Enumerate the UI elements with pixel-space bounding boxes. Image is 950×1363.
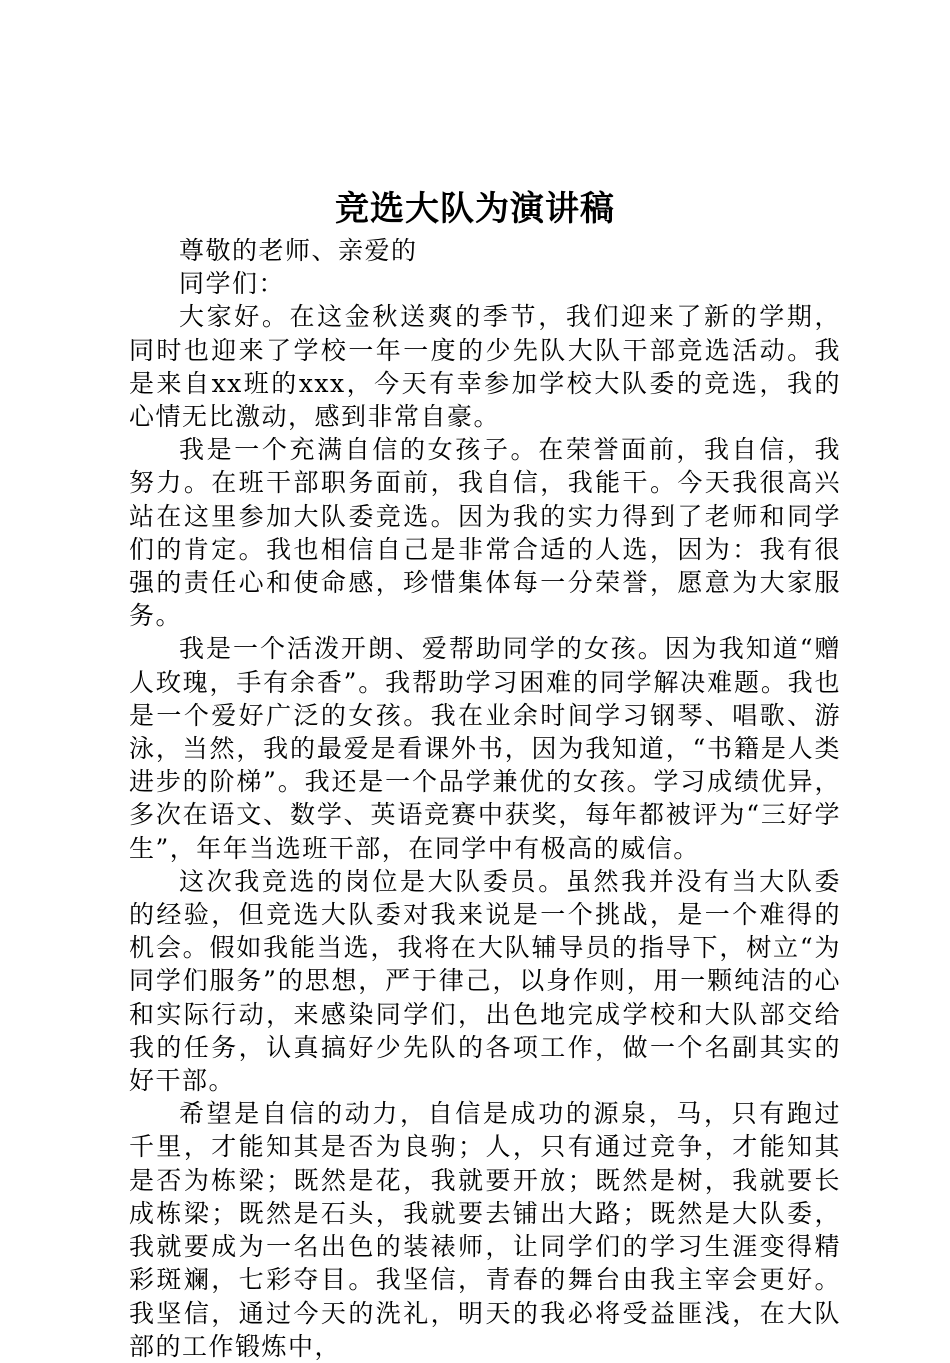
paragraph-3: 我是一个活泼开朗、爱帮助同学的女孩。因为我知道“赠人玫瑰，手有余香”。我帮助学习困难的同学解决难题。我也是一个爱好广泛的女孩。我在业余时间学习钢琴、唱歌、游泳，当然，我的最爱是看课外书，因为我知道，“书籍是人类进步的阶梯”。我还是一个品学兼优的女孩。学习成绩优异，多次在语文、数学、英语竞赛中获奖，每年都被评为“三好学生”，年年当选班干部，在同学中有极高的威信。 bbox=[129, 634, 841, 863]
document-title: 竞选大队为演讲稿 bbox=[335, 189, 615, 229]
salutation-line-1: 尊敬的老师、亲爱的 bbox=[179, 236, 418, 265]
paragraph-5: 希望是自信的动力，自信是成功的源泉，马，只有跑过千里，才能知其是否为良驹；人，只有通过竞争，才能知其是否为栋梁；既然是花，我就要开放；既然是树，我就要长成栋梁；既然是石头，我就要去铺出大路；既然是大队委，我就要成为一名出色的装裱师，让同学们的学习生涯变得精彩斑斓，七彩夺目。我坚信，青春的舞台由我主宰会更好。我坚信，通过今天的洗礼，明天的我必将受益匪浅，在大队部的工作锻炼中， bbox=[129, 1099, 841, 1361]
document-body bbox=[129, 234, 841, 1363]
salutation-line-2: 同学们： bbox=[179, 269, 286, 299]
paragraph-1: 大家好。在这金秋送爽的季节，我们迎来了新的学期，同时也迎来了学校一年一度的少先队大队干部竞选活动。我是来自xx班的xxx，今天有幸参加学校大队委的竞选，我的心情无比激动，感到非常自豪。 bbox=[129, 302, 841, 432]
paragraph-4: 这次我竞选的岗位是大队委员。虽然我并没有当大队委的经验，但竞选大队委对我来说是一个挑战，是一个难得的机会。假如我能当选，我将在大队辅导员的指导下，树立“为同学们服务”的思想，严于律己，以身作则，用一颗纯洁的心和实际行动，来感染同学们，出色地完成学校和大队部交给我的任务，认真搞好少先队的各项工作，做一个名副其实的好干部。 bbox=[129, 866, 841, 1096]
paragraph-2: 我是一个充满自信的女孩子。在荣誉面前，我自信，我努力。在班干部职务面前，我自信，我能干。今天我很高兴站在这里参加大队委竞选。因为我的实力得到了老师和同学们的肯定。我也相信自己是非常合适的人选，因为：我有很强的责任心和使命感，珍惜集体每一分荣誉，愿意为大家服务。 bbox=[129, 435, 841, 631]
